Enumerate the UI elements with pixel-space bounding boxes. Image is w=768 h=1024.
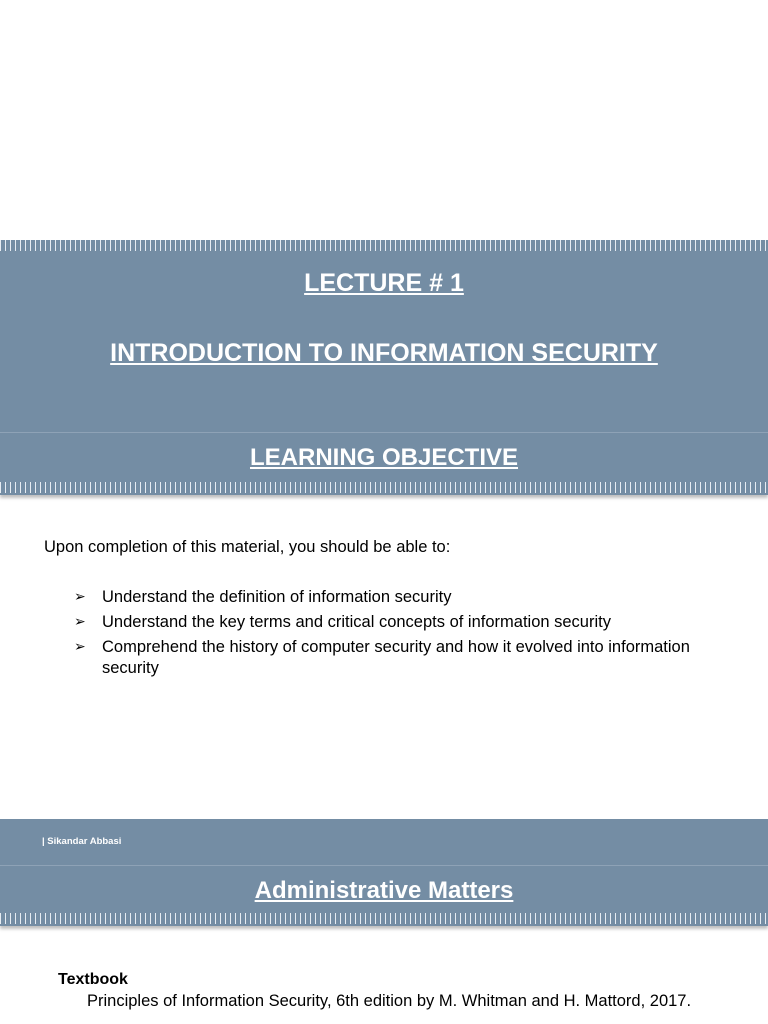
author-footer: | Sikandar Abbasi [42,836,122,847]
list-item [72,612,742,633]
lecture-title: INTRODUCTION TO INFORMATION SECURITY [110,339,658,367]
textbook-label: Textbook [58,971,128,988]
administrative-heading: Administrative Matters [254,877,514,904]
arrow-bullet-icon: ➢ [74,613,86,629]
objective-text: Comprehend the history of computer security and how it evolved into information security [102,638,690,677]
administrative-bottom-ticks [0,913,768,924]
learning-objective-bottom-ticks [0,482,768,493]
objectives-intro: Upon completion of this material, you should be able to: [44,538,451,556]
objectives-list [72,587,742,683]
arrow-bullet-icon: ➢ [74,638,86,654]
title-band-top-ticks [0,240,768,251]
textbook-text: Principles of Information Security, 6th edition by M. Whitman and H. Mattord, 2017. [87,992,692,1010]
learning-objective-heading: LEARNING OBJECTIVE [249,444,519,471]
arrow-bullet-icon: ➢ [74,588,86,604]
list-item [72,637,742,679]
list-item [72,587,742,608]
objective-text: Understand the key terms and critical concepts of information security [102,613,611,631]
objective-text: Understand the definition of information security [102,588,452,606]
lecture-label: LECTURE # 1 [304,269,464,297]
